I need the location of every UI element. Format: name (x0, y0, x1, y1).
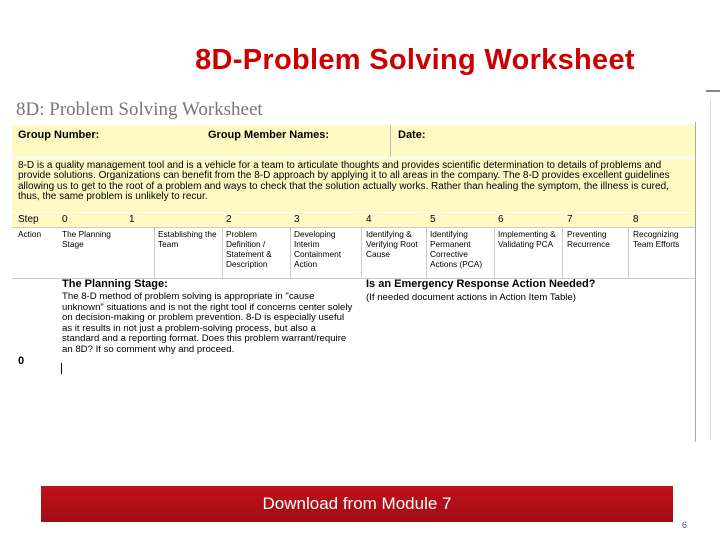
grid-line (290, 228, 291, 278)
action-cell: Developing Interim Containment Action (294, 229, 342, 269)
grid-line (12, 227, 696, 228)
text-cursor (61, 363, 62, 374)
sheet-border (695, 122, 696, 442)
actions-row (12, 228, 696, 278)
row-label: 0 (18, 355, 25, 367)
step-number: 6 (498, 214, 504, 225)
step-number: 1 (129, 214, 135, 225)
grid-line (494, 228, 495, 278)
step-number: 8 (633, 214, 639, 225)
action-cell: Recognizing Team Efforts (633, 229, 680, 249)
download-button[interactable]: Download from Module 7 (41, 486, 673, 522)
planning-stage-body: The 8-D method of problem solving is appropriate in "cause unknown" situations and is not the right tool if concerns center solely on decision-making or problem prevention. 8-D is especially useful as it results in not just a problem-solving process, but also a standard and a reporting format. Does this problem warrant/require an 8D? If so comment why and proceed. (62, 291, 353, 355)
worksheet-description: 8-D is a quality management tool and is a vehicle for a team to articulate thoughts and provides scientific determination to details of problems and provide solutions. Organizations can benefit from the 8-D approach by applying it to all areas in the company. The 8-D provides excellent guidelines allowing us to get to the root of a problem and ways to check that the solution actually works. Rather than healing the symptom, the illness is cured, thus, the same problem is unlikely to recur. (12, 159, 696, 212)
planning-stage-title: The Planning Stage: (62, 278, 168, 290)
page-number: 6 (682, 520, 688, 530)
side-divider (710, 100, 711, 440)
action-cell: Problem Definition / Statement & Description (226, 229, 272, 269)
slide-title: 8D-Problem Solving Worksheet (195, 44, 635, 76)
step-number: 7 (567, 214, 573, 225)
group-number-label: Group Number: (18, 129, 100, 141)
grid-line (154, 228, 155, 278)
action-header: Action (18, 229, 42, 239)
action-cell: Implementing & Validating PCA (498, 229, 556, 249)
emergency-response-note: (If needed document actions in Action Item Table) (366, 292, 576, 303)
grid-line (562, 228, 563, 278)
grid-line (628, 228, 629, 278)
title-rule (706, 90, 720, 92)
date-label: Date: (398, 129, 426, 141)
group-member-names-label: Group Member Names: (208, 129, 330, 141)
action-cell: Preventing Recurrence (567, 229, 610, 249)
emergency-response-title: Is an Emergency Response Action Needed? (366, 278, 596, 290)
step-number: 2 (226, 214, 232, 225)
grid-line (426, 228, 427, 278)
step-number: 0 (62, 214, 68, 225)
action-cell: Identifying & Verifying Root Cause (366, 229, 418, 259)
step-number: 3 (294, 214, 300, 225)
step-header: Step (18, 214, 39, 225)
action-cell: The Planning Stage (62, 229, 111, 249)
grid-line (222, 228, 223, 278)
action-cell: Identifying Permanent Corrective Actions (PCA) (430, 229, 483, 269)
action-cell: Establishing the Team (158, 229, 217, 249)
worksheet-header-row (12, 125, 696, 157)
step-number: 5 (430, 214, 436, 225)
grid-line (361, 228, 362, 278)
worksheet-title: 8D: Problem Solving Worksheet (16, 99, 263, 120)
step-number: 4 (366, 214, 372, 225)
steps-row (12, 213, 696, 227)
header-divider (390, 125, 391, 157)
worksheet-image (12, 122, 696, 442)
